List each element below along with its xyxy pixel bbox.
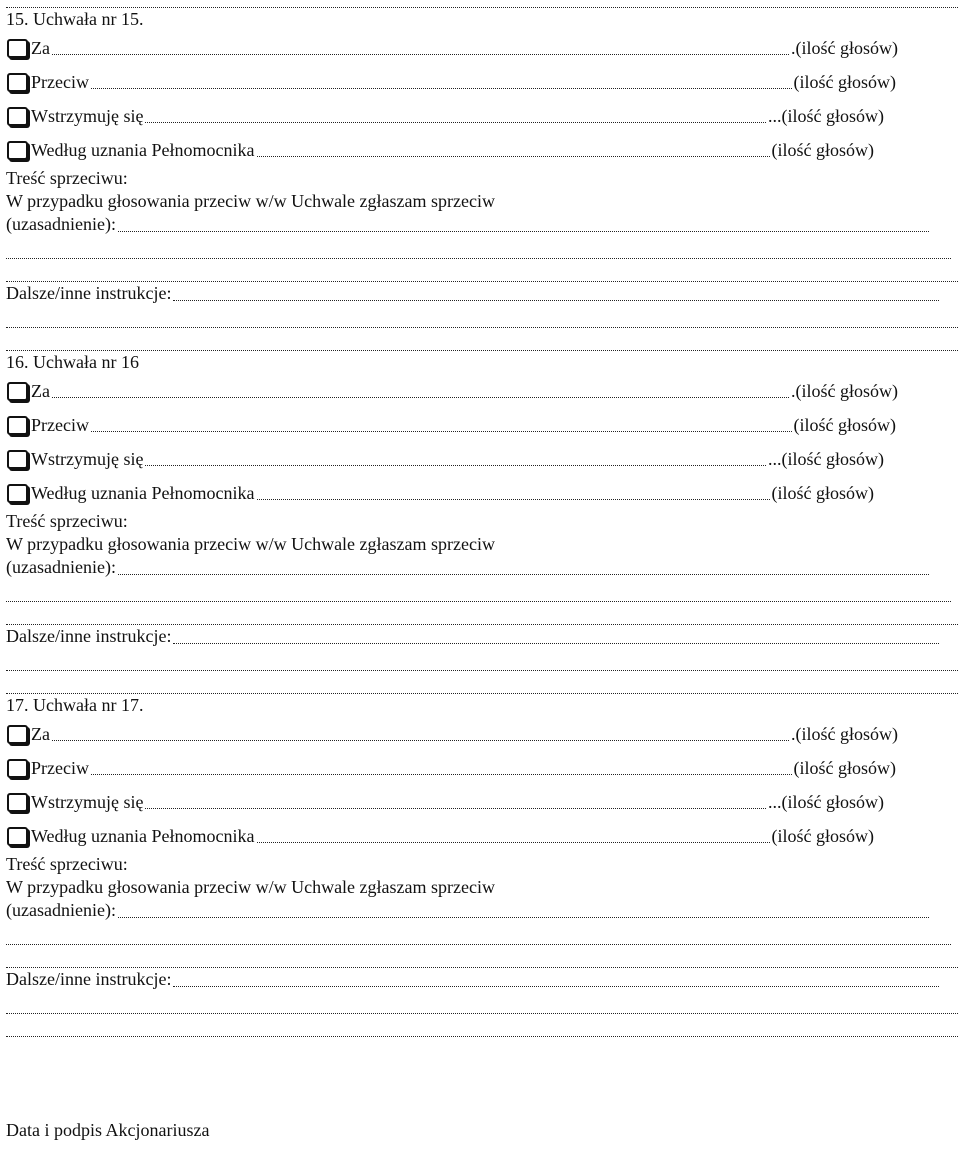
checkbox-icon[interactable] (7, 484, 28, 503)
checkbox-icon[interactable] (7, 382, 28, 401)
instructions-line[interactable] (6, 648, 958, 671)
resolution-heading: 16. Uchwała nr 16 (6, 352, 139, 372)
objection-text: W przypadku głosowania przeciw w/w Uchwale zgłaszam sprzeciw (6, 191, 495, 211)
instructions-line[interactable] (6, 671, 958, 694)
instructions-line[interactable] (6, 328, 958, 351)
instructions-line[interactable] (6, 305, 958, 328)
vote-option-for[interactable]: Za .(ilość głosów) (6, 374, 956, 408)
instructions-field[interactable]: Dalsze/inne instrukcje: (6, 968, 956, 991)
signature-label: Data i podpis Akcjonariusza (6, 1120, 210, 1140)
proxy-voting-form (6, 0, 956, 1142)
justification-field[interactable]: (uzasadnienie): (6, 213, 956, 236)
justification-line[interactable] (6, 259, 958, 282)
vote-option-for[interactable]: Za .(ilość głosów) (6, 31, 956, 65)
resolution-heading: 17. Uchwała nr 17. (6, 695, 144, 715)
checkbox-icon[interactable] (7, 725, 28, 744)
vote-option-proxy-discretion[interactable]: Według uznania Pełnomocnika (ilość głosów) (6, 819, 956, 853)
resolution-16 (6, 351, 956, 694)
vote-option-against[interactable]: Przeciw (ilość głosów) (6, 65, 956, 99)
checkbox-icon[interactable] (7, 107, 28, 126)
objection-title: Treść sprzeciwu: (6, 854, 128, 874)
checkbox-icon[interactable] (7, 450, 28, 469)
vote-option-for[interactable]: Za .(ilość głosów) (6, 717, 956, 751)
signature-spacer (6, 1037, 956, 1119)
checkbox-icon[interactable] (7, 827, 28, 846)
resolution-heading: 15. Uchwała nr 15. (6, 9, 144, 29)
checkbox-icon[interactable] (7, 759, 28, 778)
instructions-line[interactable] (6, 991, 958, 1014)
justification-line[interactable] (6, 602, 958, 625)
objection-title: Treść sprzeciwu: (6, 168, 128, 188)
instructions-line[interactable] (6, 1014, 958, 1037)
objection-title: Treść sprzeciwu: (6, 511, 128, 531)
justification-line[interactable] (6, 945, 958, 968)
justification-field[interactable]: (uzasadnienie): (6, 899, 956, 922)
vote-option-abstain[interactable]: Wstrzymuję się ...(ilość głosów) (6, 442, 956, 476)
vote-option-abstain[interactable]: Wstrzymuję się ...(ilość głosów) (6, 785, 956, 819)
vote-option-proxy-discretion[interactable]: Według uznania Pełnomocnika (ilość głosów) (6, 476, 956, 510)
objection-text: W przypadku głosowania przeciw w/w Uchwale zgłaszam sprzeciw (6, 877, 495, 897)
checkbox-icon[interactable] (7, 39, 28, 58)
justification-line[interactable] (6, 236, 951, 259)
justification-line[interactable] (6, 922, 951, 945)
checkbox-icon[interactable] (7, 416, 28, 435)
checkbox-icon[interactable] (7, 793, 28, 812)
vote-option-against[interactable]: Przeciw (ilość głosów) (6, 751, 956, 785)
vote-option-abstain[interactable]: Wstrzymuję się ...(ilość głosów) (6, 99, 956, 133)
vote-option-proxy-discretion[interactable]: Według uznania Pełnomocnika (ilość głosów) (6, 133, 956, 167)
resolution-15 (6, 8, 956, 351)
resolution-17 (6, 694, 956, 1037)
checkbox-icon[interactable] (7, 73, 28, 92)
instructions-field[interactable]: Dalsze/inne instrukcje: (6, 282, 956, 305)
justification-field[interactable]: (uzasadnienie): (6, 556, 956, 579)
vote-option-against[interactable]: Przeciw (ilość głosów) (6, 408, 956, 442)
top-dotted-line (6, 0, 958, 8)
justification-line[interactable] (6, 579, 951, 602)
instructions-field[interactable]: Dalsze/inne instrukcje: (6, 625, 956, 648)
checkbox-icon[interactable] (7, 141, 28, 160)
objection-text: W przypadku głosowania przeciw w/w Uchwale zgłaszam sprzeciw (6, 534, 495, 554)
